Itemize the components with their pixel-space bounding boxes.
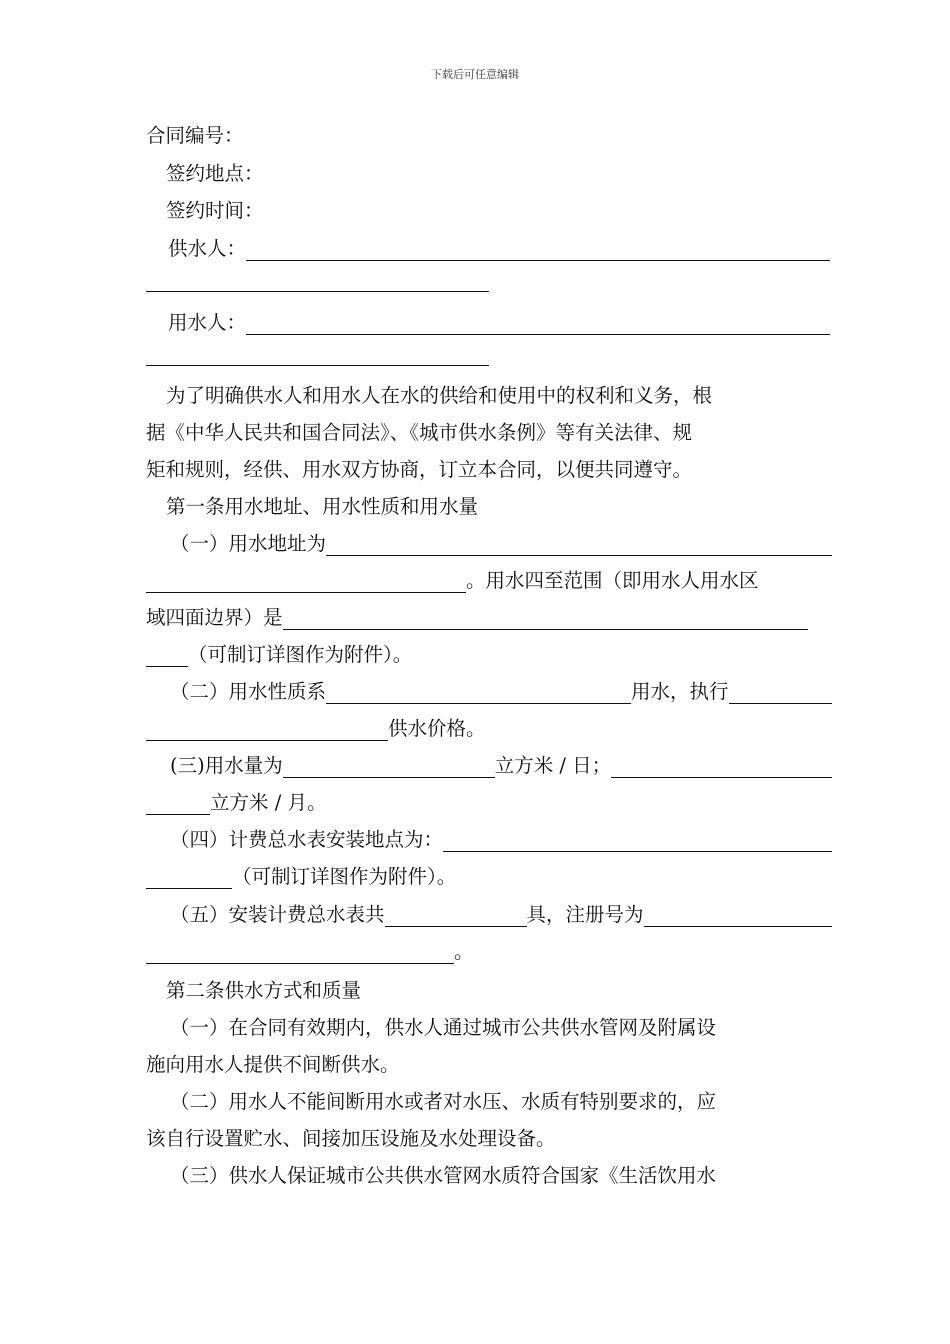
clause-1-5-cont: 。 bbox=[146, 940, 808, 964]
user-blank[interactable] bbox=[246, 314, 830, 335]
registration-number-blank-cont[interactable] bbox=[146, 943, 454, 964]
meter-count-blank[interactable] bbox=[385, 906, 527, 927]
price-blank[interactable] bbox=[729, 683, 832, 704]
water-nature-blank[interactable] bbox=[326, 683, 631, 704]
signing-place-label: 签约地点： bbox=[166, 162, 264, 185]
preamble-line-2: 据《中华人民共和国合同法》、《城市供水条例》等有关法律、规 bbox=[146, 421, 693, 444]
article-2-para-1: （一）在合同有效期内，供水人通过城市公共供水管网及附属设 bbox=[170, 1016, 717, 1039]
clause-1-4: （四）计费总水表安装地点为： bbox=[146, 828, 832, 852]
article-2-title: 第二条供水方式和质量 bbox=[166, 979, 362, 1002]
clause-1-2-cont: 供水价格。 bbox=[146, 717, 808, 741]
daily-volume-blank[interactable] bbox=[283, 757, 495, 778]
signing-time-label: 签约时间： bbox=[166, 199, 264, 222]
clause-1-4-cont: （可制订详图作为附件）。 bbox=[146, 865, 808, 889]
water-address-blank-cont[interactable] bbox=[146, 572, 466, 593]
clause-1-1-boundary: 域四面边界）是 bbox=[146, 606, 808, 630]
article-2-para-2: （二）用水人不能间断用水或者对水压、水质有特别要求的，应 bbox=[170, 1090, 717, 1113]
supplier-blank-continued[interactable] bbox=[146, 271, 489, 292]
page-header: 下载后可任意编辑 bbox=[431, 68, 519, 81]
clause-1-2: （二）用水性质系 用水，执行 bbox=[146, 680, 832, 704]
article-2-para-2-cont: 该自行设置贮水、间接加压设施及水处理设备。 bbox=[146, 1127, 556, 1150]
meter-location-blank-cont[interactable] bbox=[146, 868, 232, 889]
clause-1-3-cont: 立方米 / 月。 bbox=[146, 791, 808, 815]
monthly-volume-blank[interactable] bbox=[611, 757, 832, 778]
article-1-title: 第一条用水地址、用水性质和用水量 bbox=[166, 495, 479, 518]
user-line: 用水人： bbox=[146, 311, 830, 335]
boundary-blank-cont[interactable] bbox=[146, 646, 188, 667]
water-address-blank[interactable] bbox=[326, 535, 832, 556]
meter-location-blank[interactable] bbox=[443, 831, 832, 852]
boundary-blank[interactable] bbox=[283, 609, 808, 630]
contract-number-label: 合同编号： bbox=[146, 124, 244, 147]
clause-1-3: (三)用水量为 立方米 / 日； bbox=[146, 754, 832, 778]
clause-1-1: （一）用水地址为 bbox=[146, 532, 832, 556]
price-blank-cont[interactable] bbox=[146, 720, 388, 741]
clause-1-5: （五）安装计费总水表共 具，注册号为 bbox=[146, 903, 832, 927]
monthly-volume-blank-cont[interactable] bbox=[146, 794, 210, 815]
clause-1-1-cont: 。用水四至范围（即用水人用水区 bbox=[146, 569, 808, 593]
preamble-line-1: 为了明确供水人和用水人在水的供给和使用中的权利和义务，根 bbox=[166, 384, 713, 407]
supplier-blank[interactable] bbox=[246, 240, 830, 261]
registration-number-blank[interactable] bbox=[644, 906, 832, 927]
user-blank-continued[interactable] bbox=[146, 345, 489, 366]
user-line-continued bbox=[146, 345, 808, 366]
preamble-line-3: 矩和规则，经供、用水双方协商，订立本合同，以便共同遵守。 bbox=[146, 458, 693, 481]
supplier-line-continued bbox=[146, 271, 808, 292]
article-2-para-1-cont: 施向用水人提供不间断供水。 bbox=[146, 1053, 400, 1076]
supplier-line: 供水人： bbox=[146, 237, 830, 261]
clause-1-1-end: （可制订详图作为附件）。 bbox=[146, 643, 808, 667]
article-2-para-3: （三）供水人保证城市公共供水管网水质符合国家《生活饮用水 bbox=[170, 1164, 717, 1187]
